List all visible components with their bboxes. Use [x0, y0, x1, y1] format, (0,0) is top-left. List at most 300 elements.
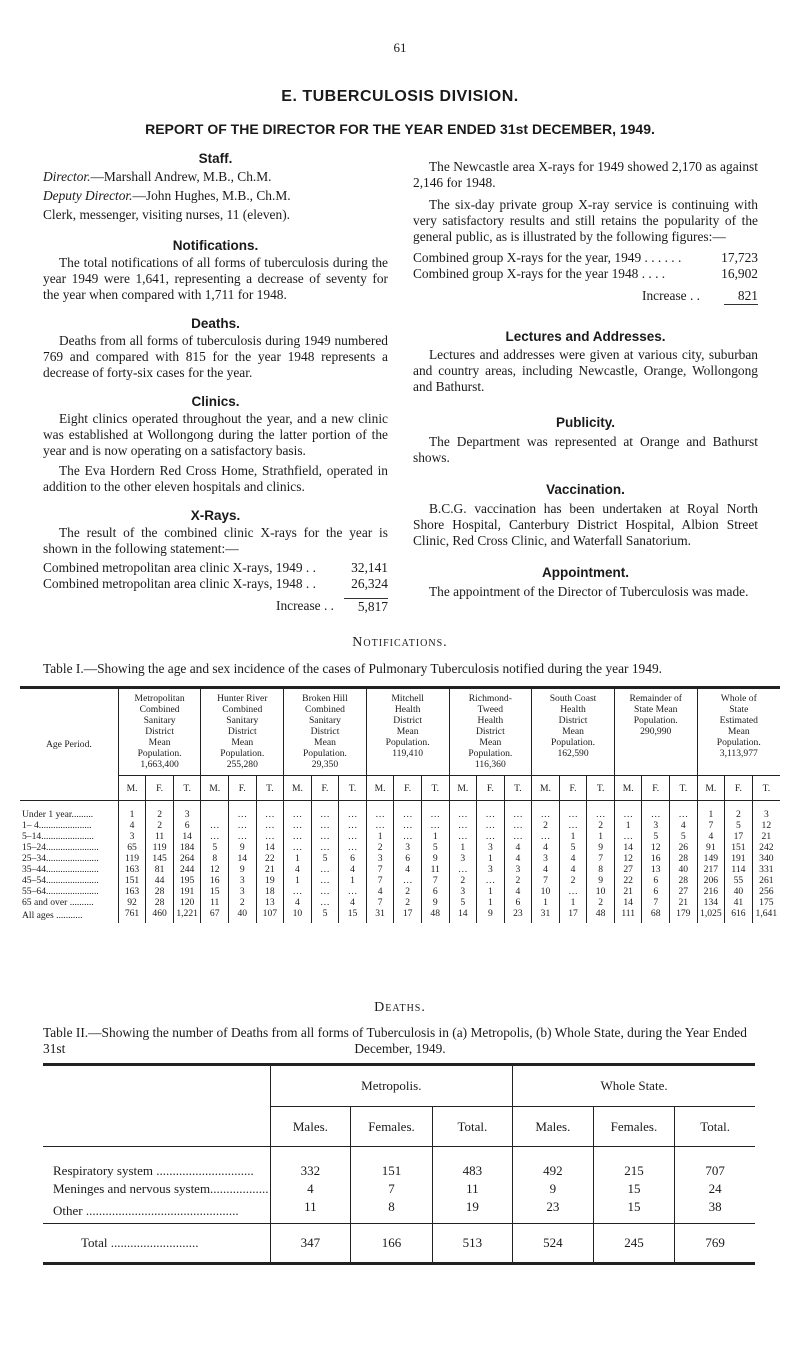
table1-cell: 3	[642, 820, 670, 831]
table1-cell: 6	[642, 886, 670, 897]
table1-cell: 3	[229, 875, 257, 886]
staff-other: Clerk, messenger, visiting nurses, 11 (eleven).	[43, 207, 291, 222]
deputy-role: Deputy Director.	[43, 188, 133, 203]
table1-subheader: M.	[449, 776, 477, 801]
table1-cell: 264	[173, 853, 201, 864]
table1-cell: 6	[642, 875, 670, 886]
table2-row	[43, 1147, 755, 1181]
table1-cell: 1	[449, 842, 477, 853]
table1-cell: 6	[394, 853, 422, 864]
table1-cell: 91	[697, 842, 725, 853]
table1-cell: 616	[725, 908, 753, 923]
table1-cell: 4	[118, 820, 146, 831]
table1-row-label: 15–24......................	[22, 842, 99, 853]
table1-cell: 4	[670, 820, 698, 831]
deputy-name: —John Hughes, M.B., Ch.M.	[132, 188, 291, 203]
table1-row	[20, 875, 780, 886]
table1-cell: 3	[229, 886, 257, 897]
table1-cell: 4	[532, 842, 560, 853]
table1-cell: …	[311, 864, 339, 875]
table1-cell: 4	[504, 886, 532, 897]
table1-cell: …	[504, 801, 532, 821]
table1-cell: 7	[587, 853, 615, 864]
table1-cell: 4	[366, 886, 394, 897]
table1-cell: 5	[449, 897, 477, 908]
table2-cell: 23	[513, 1198, 594, 1224]
table1-cell: …	[284, 831, 312, 842]
table1-cell: 4	[339, 897, 367, 908]
table1-cell: …	[614, 801, 642, 821]
table1-cell: 27	[670, 886, 698, 897]
table1-cell: 9	[421, 853, 449, 864]
table1-cell: 163	[118, 864, 146, 875]
table1-cell: 2	[146, 820, 174, 831]
table1-cell: …	[311, 842, 339, 853]
group-increase-label: Increase . .	[642, 288, 700, 303]
table1-cell: 14	[229, 853, 257, 864]
deaths-heading: Deaths.	[191, 316, 240, 331]
table2-row-label: Meninges and nervous system..................	[53, 1181, 269, 1196]
table1-cell: 26	[670, 842, 698, 853]
table1-cell: 340	[752, 853, 780, 864]
table1-cell: 27	[614, 864, 642, 875]
group-increase-value: 821	[724, 288, 758, 305]
table1-cell: 3	[394, 842, 422, 853]
table1-cell: …	[256, 820, 284, 831]
table1-cell: 3	[477, 842, 505, 853]
xray-line2-value: 26,324	[351, 576, 388, 591]
table1-cell: 3	[752, 801, 780, 821]
table1-cell: 15	[339, 908, 367, 923]
table2-cell: 166	[351, 1224, 433, 1264]
table2-cell: 769	[675, 1224, 755, 1264]
table1-cell: …	[311, 886, 339, 897]
table1-cell: 4	[504, 853, 532, 864]
table1-cell: 44	[146, 875, 174, 886]
table1-cell: 3	[449, 886, 477, 897]
table2-title-line1: Table II.—Showing the number of Deaths from all forms of Tuberculosis in (a) Metropolis, (b) Whole State, during the Year Ended 31st	[43, 1025, 747, 1056]
table1-cell: 1	[477, 886, 505, 897]
lectures-heading: Lectures and Addresses.	[505, 329, 666, 344]
table1-group-header: Hunter River Combined Sanitary District Mean Population. 255,280	[201, 688, 284, 776]
table1-cell: 2	[504, 875, 532, 886]
table2-row-label: Respiratory system ..............................	[53, 1163, 254, 1178]
table1-cell: …	[339, 831, 367, 842]
table1-cell: 261	[752, 875, 780, 886]
table2-cell: 524	[513, 1224, 594, 1264]
table1-group-header: South Coast Health District Mean Population. 162,590	[532, 688, 615, 776]
table1-cell: 4	[284, 864, 312, 875]
table1-cell: …	[339, 886, 367, 897]
table2-cell: 9	[513, 1180, 594, 1198]
director-role: Director.	[43, 169, 91, 184]
table1-cell: 1	[284, 853, 312, 864]
table1-subheader: F.	[229, 776, 257, 801]
table1-cell: 216	[697, 886, 725, 897]
table1-cell: 145	[146, 853, 174, 864]
table1-subheader: T.	[504, 776, 532, 801]
table1-cell: 195	[173, 875, 201, 886]
table1-cell: 65	[118, 842, 146, 853]
xray-line1-label: Combined metropolitan area clinic X-rays, 1949 . .	[43, 560, 316, 575]
table1-cell: 28	[670, 853, 698, 864]
table2-cell: 4	[270, 1180, 351, 1198]
table1-cell: 12	[752, 820, 780, 831]
table1-cell: 92	[118, 897, 146, 908]
table1-row-label: Under 1 year.........	[22, 809, 94, 820]
table1-cell: 1	[697, 801, 725, 821]
table1-cell: 9	[229, 864, 257, 875]
table1-cell: 40	[725, 886, 753, 897]
table1-cell: 114	[725, 864, 753, 875]
publicity-heading: Publicity.	[555, 415, 615, 430]
table2-cell: 483	[432, 1147, 512, 1181]
table1-cell: …	[339, 801, 367, 821]
table1-cell: …	[559, 801, 587, 821]
table1-cell: …	[614, 831, 642, 842]
table1-cell: 2	[587, 897, 615, 908]
table1-cell: …	[284, 801, 312, 821]
table1-group-header: Remainder of State Mean Population. 290,990	[614, 688, 697, 776]
table1-cell: …	[311, 831, 339, 842]
table1-cell: 2	[725, 801, 753, 821]
table1-cell: 11	[146, 831, 174, 842]
table1-row	[20, 853, 780, 864]
table1-row-label: 65 and over ..........	[22, 897, 94, 908]
table1-cell: …	[449, 831, 477, 842]
table1-cell: 7	[532, 875, 560, 886]
table1-cell: 9	[421, 897, 449, 908]
table1-cell: 14	[614, 842, 642, 853]
table1-cell: …	[477, 831, 505, 842]
table1-cell: …	[394, 875, 422, 886]
table1-cell: 175	[752, 897, 780, 908]
appointment-heading: Appointment.	[542, 565, 629, 580]
table1-subheader: F.	[311, 776, 339, 801]
table1-cell: 184	[173, 842, 201, 853]
table1-cell: 244	[173, 864, 201, 875]
table1-cell: 8	[587, 864, 615, 875]
table1-cell: 16	[201, 875, 229, 886]
table1-subheader: T.	[173, 776, 201, 801]
table1-cell: 4	[559, 864, 587, 875]
table1-cell: …	[201, 820, 229, 831]
table1-row	[20, 897, 780, 908]
table1-cell: 107	[256, 908, 284, 923]
table1-cell: 2	[559, 875, 587, 886]
table1-cell: 9	[587, 875, 615, 886]
table1-cell: 10	[587, 886, 615, 897]
table1-cell: 1	[559, 897, 587, 908]
table1-cell: 22	[256, 853, 284, 864]
table1-cell: 3	[366, 853, 394, 864]
table2-cell: 15	[593, 1180, 675, 1198]
table2-cell: 11	[432, 1180, 512, 1198]
table1-cell: 14	[449, 908, 477, 923]
lectures-text: Lectures and addresses were given at various city, suburban and country areas, including Newcastle, Orange, Wollongong and Bathurst.	[413, 347, 758, 394]
table1-cell: …	[229, 820, 257, 831]
table1-cell: …	[532, 831, 560, 842]
table1-cell: 1	[532, 897, 560, 908]
table2-cell: 151	[351, 1147, 433, 1181]
notifications-text: The total notifications of all forms of tuberculosis during the year 1949 were 1,641, representing a decrease of seventy for the year when compared with 1,711 for 1948.	[43, 255, 388, 302]
table1-subheader: F.	[394, 776, 422, 801]
table1-cell: 2	[146, 801, 174, 821]
table1-cell: 21	[670, 897, 698, 908]
table1-cell: 5	[311, 853, 339, 864]
table2-cell: 11	[270, 1198, 351, 1224]
table2-cell: 492	[513, 1147, 594, 1181]
state-males-header: Males.	[513, 1107, 594, 1147]
table1-cell: 3	[477, 864, 505, 875]
xray-line2-label: Combined metropolitan area clinic X-rays, 1948 . .	[43, 576, 316, 591]
right-column	[413, 151, 758, 600]
table2-row	[43, 1180, 755, 1198]
table1-cell: 7	[366, 897, 394, 908]
table1-cell: 191	[725, 853, 753, 864]
table1-cell: 331	[752, 864, 780, 875]
table1-cell: …	[504, 820, 532, 831]
table1-cell: 6	[339, 853, 367, 864]
table1-cell: …	[256, 831, 284, 842]
table1-cell: 2	[394, 897, 422, 908]
table1-subheader: T.	[421, 776, 449, 801]
table1-cell: 21	[614, 886, 642, 897]
table1-cell: 1	[477, 897, 505, 908]
table2-row-label: Total ...........................	[43, 1224, 270, 1264]
table1-cell: 12	[642, 842, 670, 853]
report-title: REPORT OF THE DIRECTOR FOR THE YEAR ENDED 31st DECEMBER, 1949.	[145, 121, 655, 137]
table1-cell: 206	[697, 875, 725, 886]
table1-subheader: T.	[339, 776, 367, 801]
table1-subheader: M.	[614, 776, 642, 801]
table1-cell: 2	[366, 842, 394, 853]
table1-cell	[201, 801, 229, 821]
table1-cell: 14	[256, 842, 284, 853]
table1-cell: 149	[697, 853, 725, 864]
whole-state-header: Whole State.	[513, 1065, 755, 1107]
state-females-header: Females.	[593, 1107, 675, 1147]
table1-cell: 1	[421, 831, 449, 842]
xray-increase-label: Increase . .	[276, 598, 334, 613]
table1-cell: 2	[229, 897, 257, 908]
table1-cell: 1,025	[697, 908, 725, 923]
table1-cell: 1	[118, 801, 146, 821]
table1-group-header: Broken Hill Combined Sanitary District Mean Population. 29,350	[284, 688, 367, 776]
table1-cell: 17	[559, 908, 587, 923]
table1-row	[20, 886, 780, 897]
table1-row	[20, 801, 780, 821]
table2-cell: 347	[270, 1224, 351, 1264]
table2-cell: 245	[593, 1224, 675, 1264]
table1-cell: 179	[670, 908, 698, 923]
table1-row	[20, 831, 780, 842]
table1-cell: 5	[670, 831, 698, 842]
table1-cell: 1	[366, 831, 394, 842]
table1-cell: 7	[366, 864, 394, 875]
appointment-text: The appointment of the Director of Tuberculosis was made.	[429, 584, 749, 599]
table1-cell: 6	[173, 820, 201, 831]
table1-cell: 1	[477, 853, 505, 864]
table1-subheader: F.	[559, 776, 587, 801]
table1-cell: 4	[532, 864, 560, 875]
table1-cell: 81	[146, 864, 174, 875]
table1-cell: 7	[366, 875, 394, 886]
table1-cell: …	[366, 801, 394, 821]
table1-cell: 48	[421, 908, 449, 923]
table1-cell: …	[449, 820, 477, 831]
table1-cell: 55	[725, 875, 753, 886]
table1-cell: 4	[284, 897, 312, 908]
table1-cell: 460	[146, 908, 174, 923]
table1-cell: 12	[201, 864, 229, 875]
table1-row-label: 45–54......................	[22, 875, 99, 886]
table1-cell: 1,641	[752, 908, 780, 923]
publicity-text: The Department was represented at Orange and Bathurst shows.	[413, 434, 758, 465]
table2-cell: 7	[351, 1180, 433, 1198]
table1-cell: 5	[642, 831, 670, 842]
notifications-heading: Notifications.	[172, 238, 259, 253]
table1-subheader: M.	[366, 776, 394, 801]
table1-cell: …	[642, 801, 670, 821]
table1-subheader: T.	[587, 776, 615, 801]
table2-cell: 332	[270, 1147, 351, 1181]
table1-cell: 120	[173, 897, 201, 908]
table1-cell: …	[504, 831, 532, 842]
metro-total-header: Total.	[432, 1107, 512, 1147]
table1-cell: 48	[587, 908, 615, 923]
table1-cell: …	[532, 801, 560, 821]
table1-cell: 11	[201, 897, 229, 908]
table2-title-line2: December, 1949.	[354, 1041, 446, 1056]
table1-cell: 4	[339, 864, 367, 875]
table1-cell: 10	[284, 908, 312, 923]
age-period-header: Age Period.	[20, 688, 118, 801]
table1-row	[20, 908, 780, 923]
table1-subheader: F.	[642, 776, 670, 801]
table1-cell: 761	[118, 908, 146, 923]
table1-cell: 242	[752, 842, 780, 853]
table1-cell: 1	[587, 831, 615, 842]
table1-cell: 5	[421, 842, 449, 853]
table1-cell: 67	[201, 908, 229, 923]
table1-cell: 4	[394, 864, 422, 875]
xrays-heading: X-Rays.	[190, 508, 241, 523]
table1-row	[20, 864, 780, 875]
table1-cell: 3	[449, 853, 477, 864]
table1-cell: …	[366, 820, 394, 831]
table1-cell: …	[339, 820, 367, 831]
table1-cell: …	[477, 801, 505, 821]
table1-cell: 31	[532, 908, 560, 923]
sixday-text: The six-day private group X-ray service is continuing with very satisfactory results and still retains the popularity of the general public, as is illustrated by the following figures:—	[413, 197, 758, 244]
table1-cell: 4	[697, 831, 725, 842]
table1-cell: …	[559, 886, 587, 897]
table1-cell: 10	[532, 886, 560, 897]
clinics-text-2: The Eva Hordern Red Cross Home, Strathfield, operated in addition to the other eleven hospitals and clinics.	[43, 463, 388, 494]
table1-subheader: M.	[532, 776, 560, 801]
table1-cell: …	[587, 801, 615, 821]
table1-cell: 5	[725, 820, 753, 831]
table1-cell: …	[394, 801, 422, 821]
table2	[43, 1063, 755, 1265]
table1-cell: 40	[229, 908, 257, 923]
table2-cell: 24	[675, 1180, 755, 1198]
table1-cell: …	[421, 801, 449, 821]
vaccination-heading: Vaccination.	[546, 482, 625, 497]
table1-cell: …	[339, 842, 367, 853]
group-line1-label: Combined group X-rays for the year, 1949 . . . . . .	[413, 250, 682, 265]
deaths-section-title: Deaths.	[374, 1000, 426, 1015]
table1-cell: 256	[752, 886, 780, 897]
table1-cell: 14	[173, 831, 201, 842]
table1-cell: 2	[394, 886, 422, 897]
table2-cell: 38	[675, 1198, 755, 1224]
table1-cell: 3	[532, 853, 560, 864]
table1-cell: 41	[725, 897, 753, 908]
table1-title: Table I.—Showing the age and sex incidence of the cases of Pulmonary Tuberculosis notified during the year 1949.	[43, 661, 662, 676]
table1-cell: …	[311, 875, 339, 886]
table1-cell: 21	[256, 864, 284, 875]
table1-cell: 9	[587, 842, 615, 853]
deaths-text: Deaths from all forms of tuberculosis during 1949 numbered 769 and compared with 815 for the year 1948 represents a decrease of forty-six cases for the year.	[43, 333, 388, 380]
table1-cell: 3	[173, 801, 201, 821]
table1-cell: …	[394, 831, 422, 842]
xray-line1-value: 32,141	[351, 560, 388, 575]
group-line1-value: 17,723	[721, 250, 758, 265]
table1-row	[20, 842, 780, 853]
table2-cell: 8	[351, 1198, 433, 1224]
table1-cell: 12	[614, 853, 642, 864]
table2-cell: 15	[593, 1198, 675, 1224]
table1-group-header: Metropolitan Combined Sanitary District Mean Population. 1,663,400	[118, 688, 201, 776]
staff-heading: Staff.	[198, 151, 233, 166]
table1-cell: 4	[559, 853, 587, 864]
state-total-header: Total.	[675, 1107, 755, 1147]
group-line2-label: Combined group X-rays for the year 1948 . . . .	[413, 266, 666, 281]
table1-cell: 16	[642, 853, 670, 864]
table1-cell: 7	[421, 875, 449, 886]
table1-subheader: M.	[697, 776, 725, 801]
table1-cell: 2	[449, 875, 477, 886]
table1-cell: 28	[146, 897, 174, 908]
division-title: E. TUBERCULOSIS DIVISION.	[281, 88, 519, 105]
table1-cell: …	[311, 820, 339, 831]
notifications-section-title: Notifications.	[352, 635, 448, 650]
table1-cell: 2	[532, 820, 560, 831]
table2-row-label: Other ...............................................	[53, 1202, 239, 1218]
table1-cell: …	[229, 831, 257, 842]
table1-cell: …	[670, 801, 698, 821]
page-number: 61	[393, 40, 407, 55]
table1-cell: 17	[394, 908, 422, 923]
table1-cell: 9	[477, 908, 505, 923]
table1-cell: 3	[118, 831, 146, 842]
table1-cell: 31	[366, 908, 394, 923]
table2-cell: 513	[432, 1224, 512, 1264]
table1-cell: …	[201, 831, 229, 842]
table1-cell: 9	[229, 842, 257, 853]
table1-cell: 68	[642, 908, 670, 923]
table1-cell: …	[284, 820, 312, 831]
table1-cell: 5	[201, 842, 229, 853]
table1-subheader: T.	[256, 776, 284, 801]
table2-cell: 19	[432, 1198, 512, 1224]
table1-cell: 23	[504, 908, 532, 923]
table1-subheader: M.	[201, 776, 229, 801]
table1-cell: 18	[256, 886, 284, 897]
metropolis-header: Metropolis.	[270, 1065, 512, 1107]
